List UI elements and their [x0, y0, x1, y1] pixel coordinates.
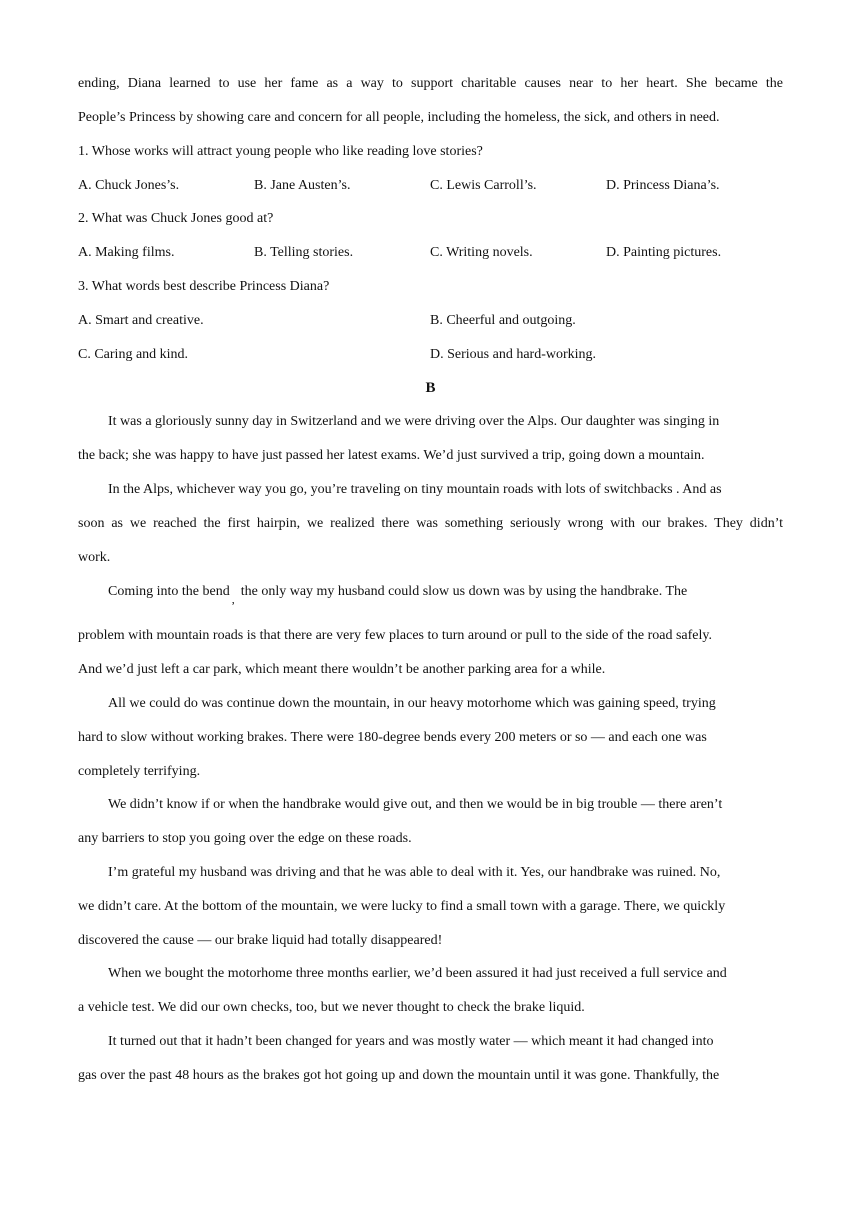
question-3-option-b: B. Cheerful and outgoing.: [430, 313, 576, 328]
passage-b-line: When we bought the motorhome three months earlier, we’d been assured it had just received a full service and: [108, 966, 727, 981]
passage-b-line: hard to slow without working brakes. There were 180-degree bends every 200 meters or so — and each one was: [78, 730, 707, 745]
passage-b-line: problem with mountain roads is that there are very few places to turn around or pull to the side of the road safely.: [78, 628, 712, 643]
passage-b-line: And we’d just left a car park, which meant there wouldn’t be another parking area for a while.: [78, 662, 606, 677]
passage-a-line-2: People’s Princess by showing care and concern for all people, including the homeless, the sick, and others in need.: [78, 110, 720, 125]
question-1-option-b: B. Jane Austen’s.: [254, 178, 351, 193]
passage-b-segment: Coming into the bend: [108, 584, 230, 599]
question-3-option-a: A. Smart and creative.: [78, 313, 204, 328]
question-3-option-c: C. Caring and kind.: [78, 347, 189, 362]
passage-b-line: I’m grateful my husband was driving and that he was able to deal with it. Yes, our handbrake was ruined. No,: [108, 865, 721, 880]
question-2-option-a: A. Making films.: [78, 245, 175, 260]
passage-b-line: completely terrifying.: [78, 764, 201, 779]
question-2-option-d: D. Painting pictures.: [606, 245, 722, 260]
passage-b-line: we didn’t care. At the bottom of the mountain, we were lucky to find a small town with a garage. There, we quickly: [78, 899, 726, 914]
passage-b-line: gas over the past 48 hours as the brakes got hot going up and down the mountain until it was gone. Thankfully, the: [78, 1068, 720, 1083]
question-3-option-d: D. Serious and hard-working.: [430, 347, 597, 362]
passage-b-line-with-comma: [108, 582, 783, 606]
stray-comma: ,: [231, 592, 235, 606]
passage-a-line-1: ending, Diana learned to use her fame as a way to support charitable causes near to her heart. She became the: [78, 76, 783, 91]
question-1-option-d: D. Princess Diana’s.: [606, 178, 720, 193]
question-2-stem: 2. What was Chuck Jones good at?: [78, 211, 274, 226]
question-2-option-b: B. Telling stories.: [254, 245, 354, 260]
question-1-option-c: C. Lewis Carroll’s.: [430, 178, 537, 193]
passage-b-line: work.: [78, 550, 111, 565]
question-3-stem: 3. What words best describe Princess Diana?: [78, 279, 330, 294]
passage-b-line: In the Alps, whichever way you go, you’re traveling on tiny mountain roads with lots of switchbacks . And as: [108, 482, 722, 497]
passage-b-line: discovered the cause — our brake liquid had totally disappeared!: [78, 933, 443, 948]
passage-b-line: We didn’t know if or when the handbrake would give out, and then we would be in big trouble — there aren’t: [108, 797, 723, 812]
passage-b-line: soon as we reached the first hairpin, we realized there was something seriously wrong with our brakes. They didn’t: [78, 516, 783, 531]
passage-b-line: the back; she was happy to have just passed her latest exams. We’d just survived a trip, going down a mountain.: [78, 448, 705, 463]
passage-b-line: It turned out that it hadn’t been changed for years and was mostly water — which meant it had changed into: [108, 1034, 714, 1049]
question-1-stem: 1. Whose works will attract young people who like reading love stories?: [78, 144, 483, 159]
passage-b-line: It was a gloriously sunny day in Switzerland and we were driving over the Alps. Our daughter was singing in: [108, 414, 720, 429]
passage-b-line: All we could do was continue down the mountain, in our heavy motorhome which was gaining speed, trying: [108, 696, 716, 711]
question-2-option-c: C. Writing novels.: [430, 245, 533, 260]
passage-b-line: a vehicle test. We did our own checks, too, but we never thought to check the brake liquid.: [78, 1000, 585, 1015]
section-b-heading: B: [425, 380, 436, 396]
passage-b-segment: the only way my husband could slow us down was by using the handbrake. The: [240, 584, 688, 599]
passage-b-line: any barriers to stop you going over the edge on these roads.: [78, 831, 412, 846]
question-1-option-a: A. Chuck Jones’s.: [78, 178, 180, 193]
